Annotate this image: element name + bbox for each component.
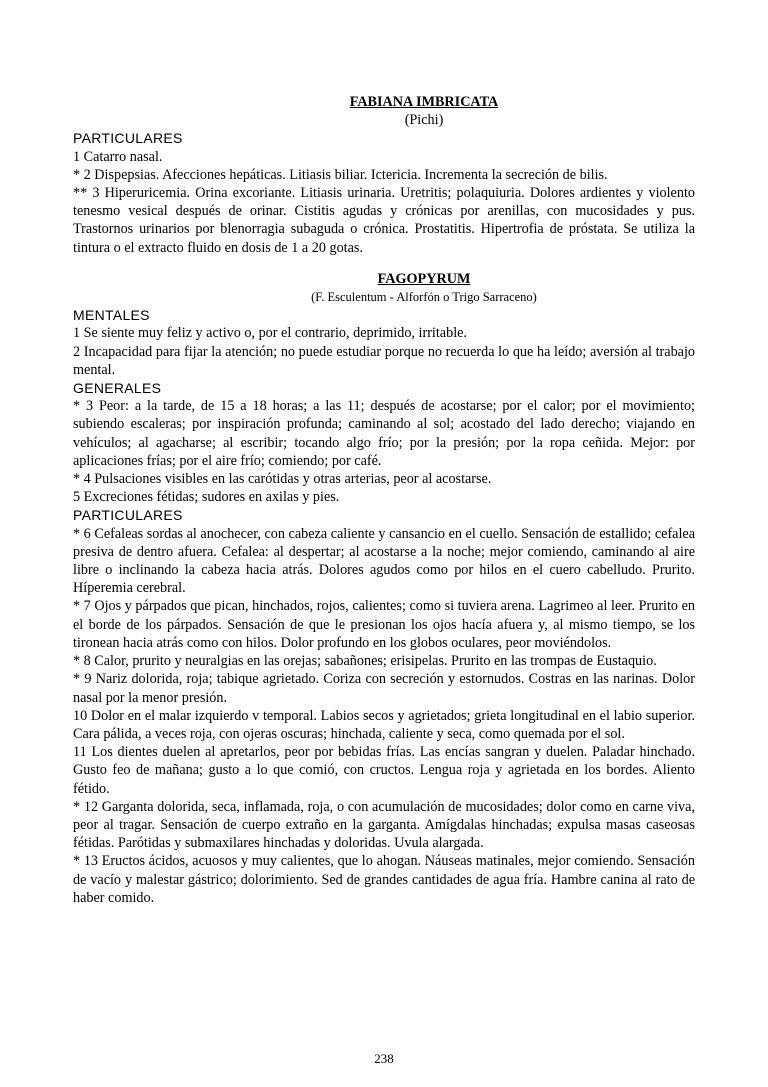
entry: 11 Los dientes duelen al apretarlos, peor por bebidas frías. Las encías sangran y duelen. Paladar hinchado. Gusto feo de mañana; gusto a lo que comió, con cructos. Lengua roja y agrietada en los bordes. Aliento fétido. [73, 744, 695, 797]
entry: * 4 Pulsaciones visibles en las carótidas y otras arterias, peor al acostarse. [73, 471, 492, 488]
entry: 1 Se siente muy feliz y activo o, por el contrario, deprimido, irritable. [73, 325, 467, 342]
entry: * 3 Peor: a la tarde, de 15 a 18 horas; a las 11; después de acostarse; por el calor; por el movimiento; subiendo escaleras; por inspiración profunda; caminando al sol; acostado del lado derecho; viajando en vehículos; al agacharse; al escribir; tocando algo frío; por la presión; por la ropa ceñida. Mejor: por aplicaciones frías; por el aire frío; comiendo; por café. [73, 398, 695, 469]
group-heading: MENTALES [73, 307, 150, 324]
entry: ** 3 Hiperuricemia. Orina excoriante. Litiasis urinaria. Uretritis; polaquiuria. Dolores ardientes y violento tenesmo vesical después de orinar. Cistitis agudas y crónicas por arenillas, con mucosidades y pus. Trastornos urinarios por blenorragia subaguda o crónica. Prostatitis. Hipertrofia de próstata. Se utiliza la tintura o el extracto fluido en dosis de 1 a 20 gotas. [73, 185, 695, 256]
entry: * 12 Garganta dolorida, seca, inflamada, roja, o con acumulación de mucosidades; dolor como en carne viva, peor al tragar. Sensación de cuerpo extraño en la garganta. Amígdalas hinchadas; expulsa masas caseosas fétidas. Parótidas y submaxilares hinchadas y doloridas. Uvula alargada. [73, 798, 695, 852]
section-title: FABIANA IMBRICATA [349, 94, 499, 110]
section-subtitle: (F. Esculentum - Alforfón o Trigo Sarraceno) [311, 290, 537, 305]
entry: * 9 Nariz dolorida, roja; tabique agrietado. Coriza con secreción y estornudos. Costras en las narinas. Dolor nasal por la menor presión. [73, 671, 695, 706]
entry: * 7 Ojos y párpados que pican, hinchados, rojos, calientes; como si tuviera arena. Lagrimeo al leer. Prurito en el borde de los párpados. Sensación de que le presionan los ojos hacía afuera y, al mismo tiempo, se los tironean hacia atrás como con hilos. Dolor profundo en los globos oculares, peor moviéndolos. [73, 598, 695, 651]
entry: * 13 Eructos ácidos, acuosos y muy calientes, que lo ahogan. Náuseas matinales, mejor comiendo. Sensación de vacío y malestar gástrico; dolorimiento. Sed de grandes cantidades de agua fría. Hambre canina al rato de haber comido. [73, 853, 695, 906]
section-fagopyrum [73, 270, 695, 907]
group-heading: PARTICULARES [73, 507, 183, 524]
entry: 5 Excreciones fétidas; sudores en axilas y pies. [73, 489, 340, 506]
section-title: FAGOPYRUM [377, 270, 471, 287]
entry: * 2 Dispepsias. Afecciones hepáticas. Litiasis biliar. Ictericia. Incrementa la secreción de bilis. [73, 166, 608, 183]
entry: 1 Catarro nasal. [73, 148, 163, 165]
group-heading: PARTICULARES [73, 130, 183, 147]
section-fabiana [73, 93, 695, 257]
entry: 10 Dolor en el malar izquierdo v temporal. Labios secos y agrietados; grieta longitudinal en el labio superior. Cara pálida, a veces roja, con ojeras oscuras; hinchada, caliente y seca, como quemada por el sol. [73, 707, 695, 742]
entry: 2 Incapacidad para fijar la atención; no puede estudiar porque no recuerda lo que ha leído; aversión al trabajo mental. [73, 343, 695, 378]
entry: * 8 Calor, prurito y neuralgias en las orejas; sabañones; erisipelas. Prurito en las trompas de Eustaquio. [73, 653, 657, 670]
page-number: 238 [374, 1051, 394, 1066]
entry: * 6 Cefaleas sordas al anochecer, con cabeza caliente y cansancio en el cuello. Sensación de estallido; cefalea presiva de dentro afuera. Cefalea: al despertar; al acostarse a la noche; mejor comiendo, caminando al aire libre o inclinando la cabeza hacia atrás. Dolores agudos como por hilos en el cuero cabelludo. Prurito. Híperemia cerebral. [73, 525, 695, 597]
section-subtitle: (Pichi) [404, 112, 444, 129]
page-content [73, 93, 695, 907]
group-heading: GENERALES [73, 380, 162, 397]
